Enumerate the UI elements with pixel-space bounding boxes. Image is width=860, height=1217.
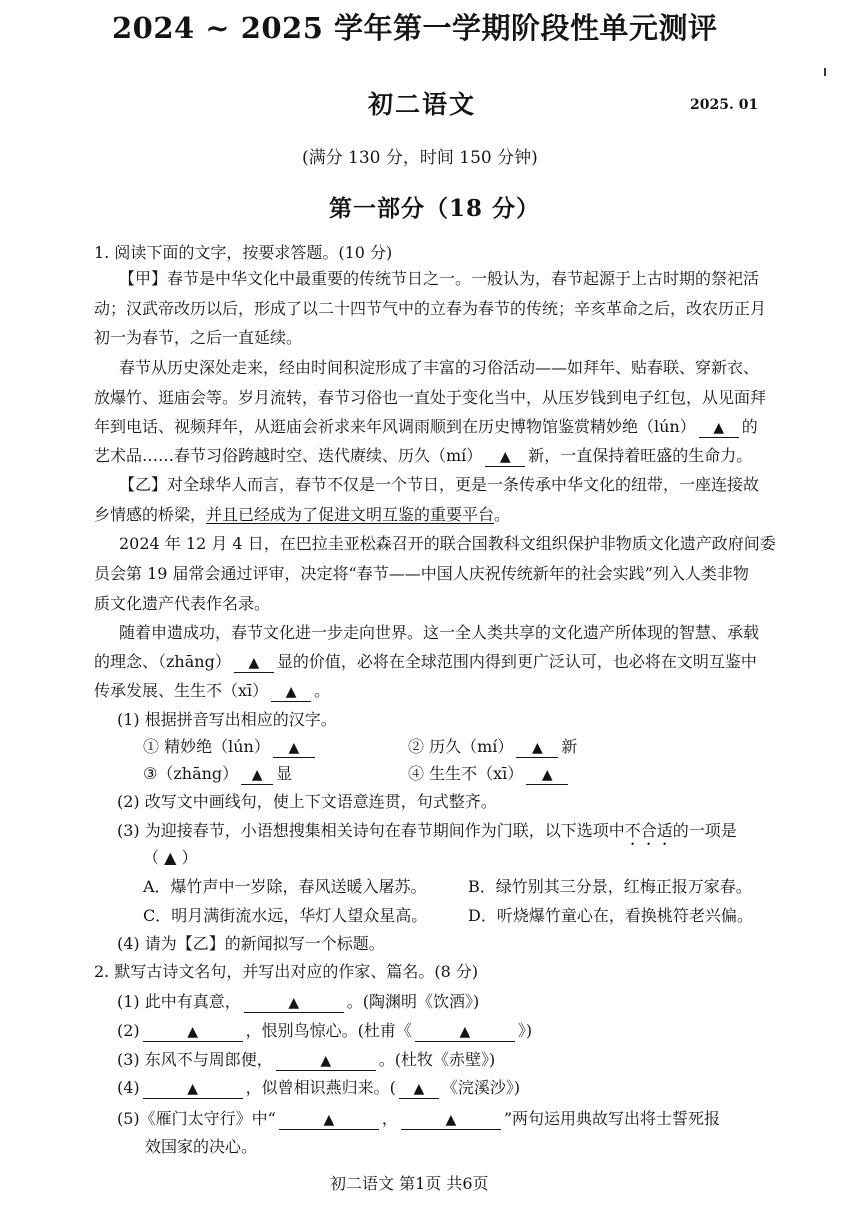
answer-blank: ▲ <box>401 1110 501 1130</box>
exam-title: 2024 ~ 2025 学年第一学期阶段性单元测评 <box>112 11 718 45</box>
q1-sub4: (4) 请为【乙】的新闻拟写一个标题。 <box>117 934 385 953</box>
q2-item: (4) ▲ ，似曾相识燕归来。( ▲ 《浣溪沙》) <box>117 1078 521 1097</box>
answer-blank: ▲ <box>699 418 739 438</box>
page-footer: 初二语文 第1页 共6页 <box>330 1174 489 1193</box>
answer-blank: ▲ <box>399 1079 439 1099</box>
answer-blank: ▲ <box>485 447 525 467</box>
q2-item: (1) 此中有真意， ▲ 。(陶渊明《饮酒》) <box>117 992 480 1011</box>
answer-blank: ▲ <box>526 765 568 785</box>
scan-mark <box>824 68 826 76</box>
underlined-sentence: 并且已经成为了促进文明互鉴的重要平台 <box>206 505 495 524</box>
q1-yi-line: 质文化遗产代表作名录。 <box>94 594 271 613</box>
q1-sub1-item: ② 历久（mí） ▲ 新 <box>408 737 578 756</box>
answer-blank: ▲ <box>415 1022 515 1042</box>
q1-jia-line: 春节从历史深处走来，经由时间积淀形成了丰富的习俗活动——如拜年、贴春联、穿新衣、 <box>119 358 760 377</box>
q1-yi-line: 乡情感的桥梁，并且已经成为了促进文明互鉴的重要平台。 <box>94 505 511 524</box>
q1-jia-line: 【甲】春节是中华文化中最重要的传统节日之一。一般认为，春节起源于上古时期的祭祀活 <box>119 269 760 288</box>
q1-sub2: (2) 改写文中画线句，使上下文语意连贯，句式整齐。 <box>117 792 497 811</box>
option-b: B．绿竹别其三分景，红梅正报万家春。 <box>468 877 752 896</box>
answer-blank: ▲ <box>234 653 274 673</box>
q1-sub3-answer: （ ▲ ） <box>143 848 198 867</box>
q1-sub3: (3) 为迎接春节，小语想搜集相关诗句在春节期间作为门联，以下选项中不合适的一项是 <box>117 821 737 840</box>
q1-jia-line: 艺术品……春节习俗跨越时空、迭代赓续、历久（mí） ▲ 新，一直保持着旺盛的生命力。 <box>94 446 753 465</box>
q1-sub1-item: ① 精妙绝（lún） ▲ <box>143 737 318 758</box>
option-a: A．爆竹声中一岁除，春风送暖入屠苏。 <box>143 877 427 896</box>
part-title: 第一部分（18 分） <box>329 195 541 222</box>
answer-blank: ▲ <box>143 1022 243 1042</box>
q2-item: (5)《雁门太守行》中“ ▲ ， ▲ ”两句运用典故写出将士誓死报 <box>117 1109 721 1128</box>
q1-jia-line: 放爆竹、逛庙会等。岁月流转，春节习俗也一直处于变化当中，从压岁钱到电子红包，从见面拜 <box>94 388 767 407</box>
answer-blank: ▲ <box>516 738 558 758</box>
option-c: C．明月满街流水远，华灯人望众星高。 <box>143 906 428 925</box>
q1-yi-line: 传承发展、生生不（xī） ▲ 。 <box>94 681 331 700</box>
q1-jia-line: 年到电话、视频拜年，从逛庙会祈求来年风调雨顺到在历史博物馆鉴赏精妙绝（lún） ▲ 的 <box>94 417 758 436</box>
q1-jia-line: 初一为春节，之后一直延续。 <box>94 328 303 347</box>
q1-yi-line: 随着申遗成功，春节文化进一步走向世界。这一全人类共享的文化遗产所体现的智慧、承载 <box>119 623 760 642</box>
q1-sub1: (1) 根据拼音写出相应的汉字。 <box>117 710 337 729</box>
exam-date: 2025. 01 <box>690 97 759 113</box>
q1-stem: 1. 阅读下面的文字，按要求答题。(10 分) <box>94 243 393 262</box>
q1-yi-line: 2024 年 12 月 4 日，在巴拉圭亚松森召开的联合国教科文组织保护非物质文化遗产政府间委 <box>119 534 776 553</box>
q1-jia-line: 动；汉武帝改历以后，形成了以二十四节气中的立春为春节的传统；辛亥革命之后，改农历正月 <box>94 299 767 318</box>
answer-blank: ▲ <box>241 765 273 785</box>
answer-blank: ▲ <box>273 738 315 758</box>
emphasis-text: 不合适 <box>624 821 673 840</box>
q2-item: (3) 东风不与周郎便， ▲ 。(杜牧《赤壁》) <box>117 1050 496 1069</box>
score-time-info: (满分 130 分，时间 150 分钟) <box>302 148 538 168</box>
q2-item: (2) ▲ ，恨别鸟惊心。(杜甫《 ▲ 》) <box>117 1021 533 1040</box>
answer-blank: ▲ <box>279 1110 379 1130</box>
q1-sub1-item: ③（zhāng） ▲ 显 <box>143 764 293 783</box>
q1-yi-line: 员会第 19 届常会通过评审，决定将“春节——中国人庆祝传统新年的社会实践”列入人类非物 <box>94 564 749 583</box>
answer-blank: ▲ <box>244 993 344 1013</box>
subject-title: 初二语文 <box>368 90 477 119</box>
q1-yi-line: 的理念、（zhāng） ▲ 显的价值，必将在全球范围内得到更广泛认可，也必将在文明互鉴中 <box>94 652 757 671</box>
q1-yi-line: 【乙】对全球华人而言，春节不仅是一个节日，更是一条传承中华文化的纽带，一座连接故 <box>119 475 760 494</box>
answer-blank: ▲ <box>143 1079 243 1099</box>
q2-item: 效国家的决心。 <box>145 1137 258 1156</box>
answer-blank: ▲ <box>271 682 311 702</box>
option-d: D．听烧爆竹童心在，看换桃符老兴偏。 <box>468 906 753 925</box>
q2-stem: 2. 默写古诗文名句，并写出对应的作家、篇名。(8 分) <box>94 962 479 981</box>
answer-blank: ▲ <box>276 1051 376 1071</box>
q1-sub1-item: ④ 生生不（xī） ▲ <box>408 764 571 785</box>
